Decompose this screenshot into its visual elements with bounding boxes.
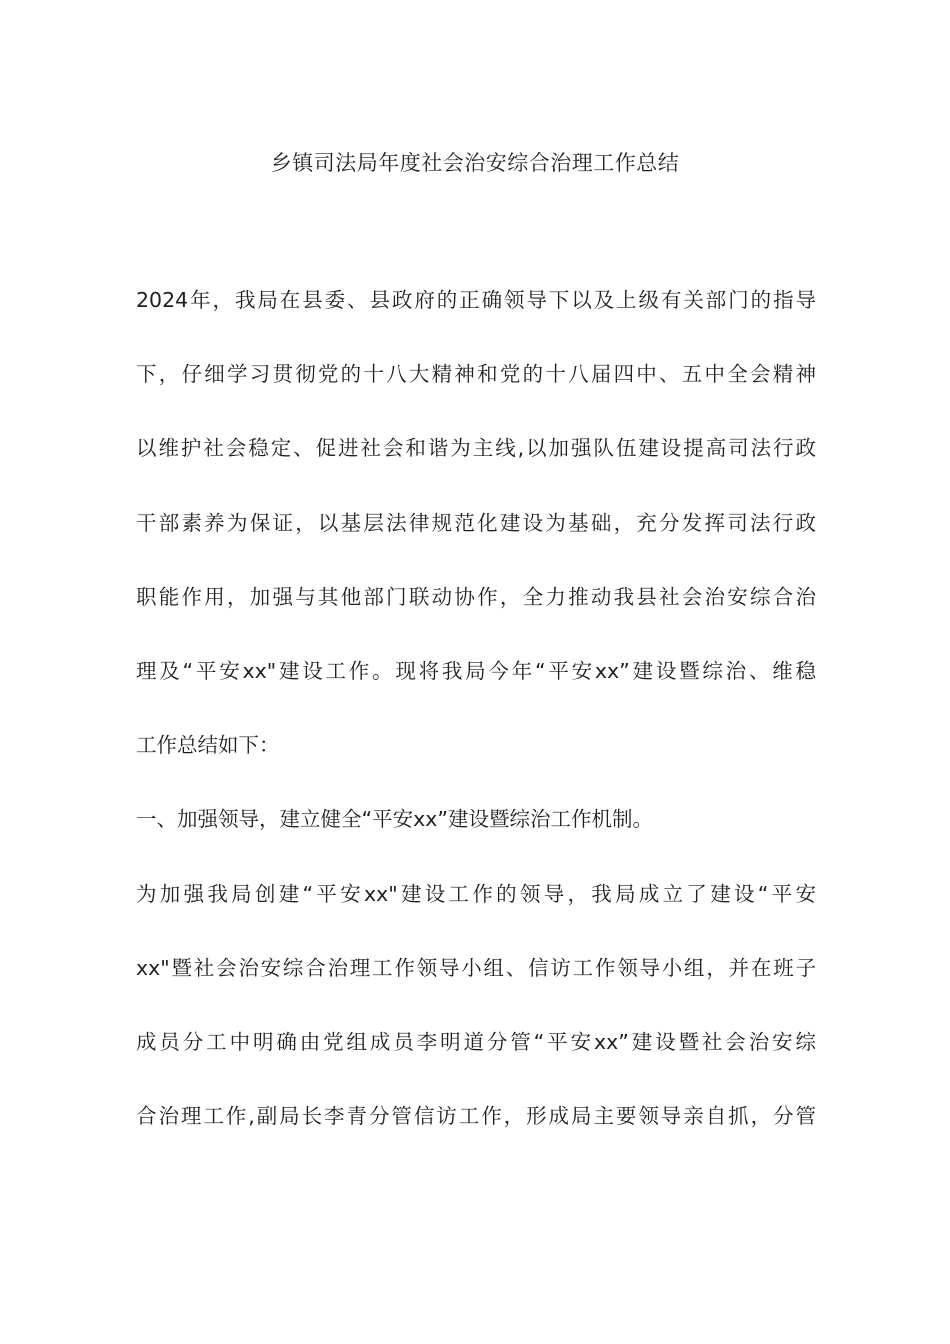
body-line-4: 干部素养为保证，以基层法律规范化建设为基础，充分发挥司法行政 [136,510,816,535]
section-heading-1: 一、加强领导，建立健全“平安xx”建设暨综治工作机制。 [136,807,654,832]
body-line-10: xx"暨社会治安综合治理工作领导小组、信访工作领导小组，并在班子 [136,955,816,980]
body-line-9: 为加强我局创建“平安xx"建设工作的领导，我局成立了建设“平安 [136,881,816,906]
body-line-11: 成员分工中明确由党组成员李明道分管“平安xx”建设暨社会治安综 [136,1029,816,1054]
body-line-12: 合治理工作,副局长李青分管信访工作，形成局主要领导亲自抓，分管 [136,1104,816,1129]
document-title: 乡镇司法局年度社会治安综合治理工作总结 [270,151,680,175]
body-line-6: 理及“平安xx"建设工作。现将我局今年“平安xx”建设暨综治、维稳 [136,658,816,683]
body-line-3: 以维护社会稳定、促进社会和谐为主线,以加强队伍建设提高司法行政 [136,436,816,461]
body-line-5: 职能作用，加强与其他部门联动协作，全力推动我县社会治安综合治 [136,584,816,609]
document-body [136,278,816,1168]
body-line-1: 2024年，我局在县委、县政府的正确领导下以及上级有关部门的指导 [136,288,816,312]
body-line-2: 下，仔细学习贯彻党的十八大精神和党的十八届四中、五中全会精神 [136,362,816,387]
body-line-7: 工作总结如下： [136,733,280,758]
